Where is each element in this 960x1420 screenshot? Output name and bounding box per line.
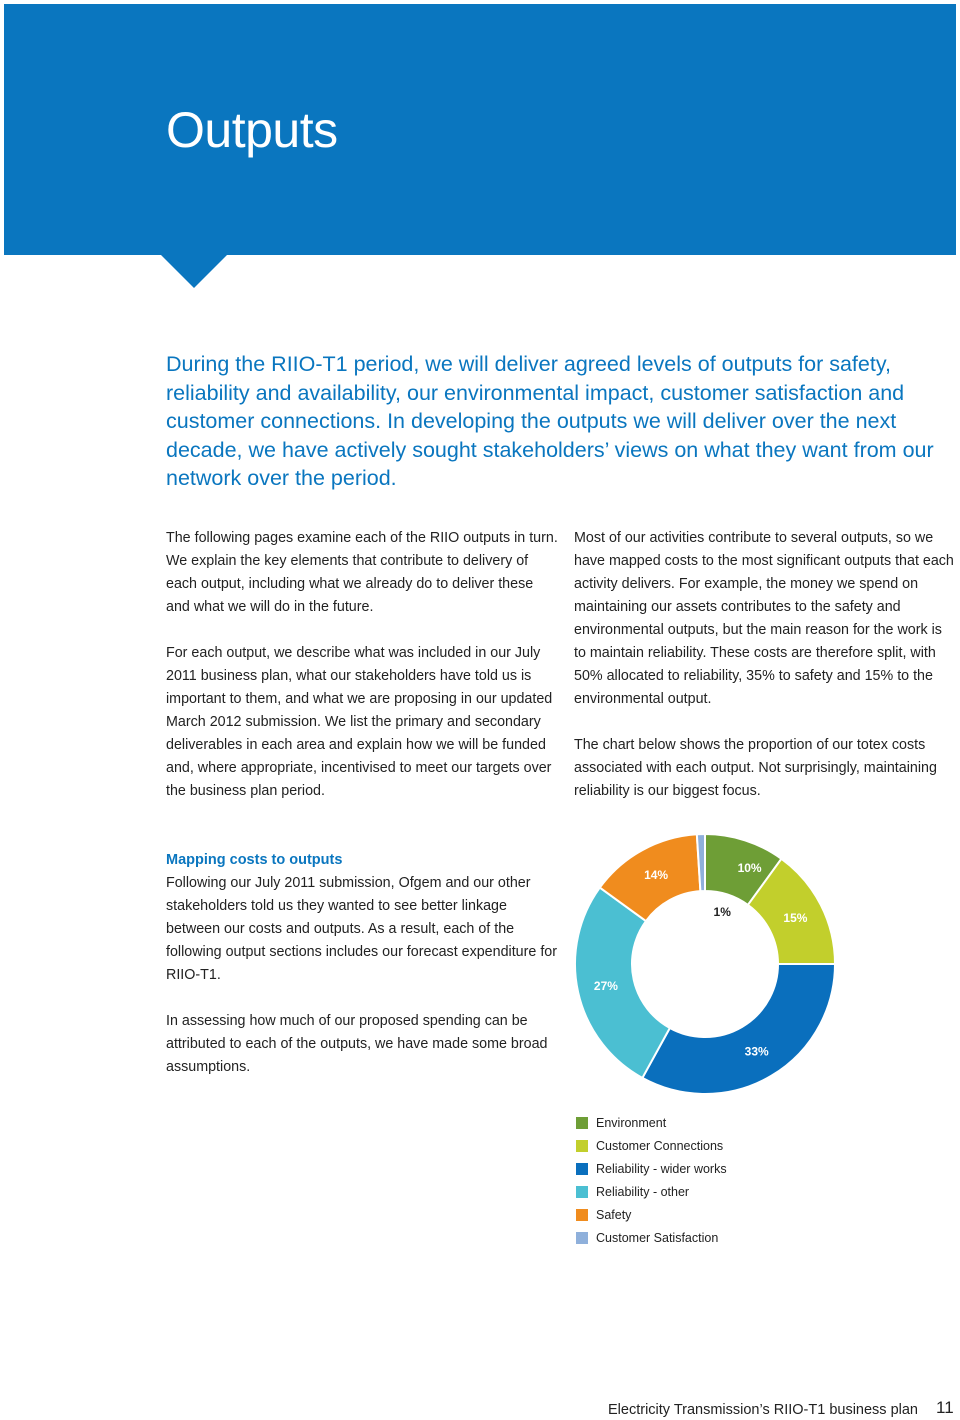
slice-label-reliability-other: 27% bbox=[593, 979, 618, 994]
slice-label-environment: 10% bbox=[737, 860, 762, 875]
right-paragraph-1: Most of our activities contribute to several outputs, so we have mapped costs to the most significant outputs that each activity delivers. For example, the money we spend on maintaining our assets contributes to the safety and environmental outputs, but the main reason for the work is to maintain reliability. These costs are therefore split, with 50% allocated to reliability, 35% to safety and 15% to the environmental output. bbox=[574, 530, 954, 707]
header-notch bbox=[160, 254, 228, 288]
left-paragraph-1: The following pages examine each of the RIIO outputs in turn. We explain the key elements that contribute to delivery of each output, including what we already do to deliver these and what we will do in the future. bbox=[166, 530, 558, 615]
totex-donut-chart bbox=[560, 825, 850, 1105]
legend-label: Customer Connections bbox=[596, 1139, 724, 1153]
mapping-heading: Mapping costs to outputs bbox=[166, 852, 343, 868]
legend-swatch bbox=[576, 1117, 588, 1129]
legend-label: Safety bbox=[596, 1208, 632, 1222]
legend-item bbox=[576, 1182, 876, 1205]
legend-label: Reliability - wider works bbox=[596, 1162, 727, 1176]
legend-swatch bbox=[576, 1163, 588, 1175]
right-paragraph-2: The chart below shows the proportion of our totex costs associated with each output. Not surprisingly, maintaining reliability is our biggest focus. bbox=[574, 737, 937, 799]
legend-swatch bbox=[576, 1186, 588, 1198]
legend-item bbox=[576, 1136, 876, 1159]
legend-swatch bbox=[576, 1232, 588, 1244]
footer-text: Electricity Transmission’s RIIO-T1 business plan bbox=[608, 1402, 918, 1418]
page-title: Outputs bbox=[166, 102, 338, 158]
right-column bbox=[574, 527, 954, 826]
slice-reliability-wider-works bbox=[642, 964, 835, 1094]
slice-label-customer-connections: 15% bbox=[783, 910, 808, 925]
header-banner bbox=[4, 4, 956, 255]
legend-item bbox=[576, 1205, 876, 1228]
left-column bbox=[166, 527, 558, 826]
legend-label: Environment bbox=[596, 1116, 667, 1130]
legend-label: Reliability - other bbox=[596, 1185, 690, 1199]
legend-item bbox=[576, 1113, 876, 1136]
legend-item bbox=[576, 1159, 876, 1182]
slice-label-safety: 14% bbox=[644, 868, 669, 883]
slice-label-customer-satisfaction: 1% bbox=[713, 904, 731, 919]
slice-label-reliability-wider-works: 33% bbox=[744, 1044, 769, 1059]
mapping-paragraph-2: In assessing how much of our proposed spending can be attributed to each of the outputs, we have made some broad assumptions. bbox=[166, 1013, 548, 1075]
legend-label: Customer Satisfaction bbox=[596, 1231, 719, 1245]
mapping-paragraph-1: Following our July 2011 submission, Ofgem and our other stakeholders told us they wanted to see better linkage between our costs and outputs. As a result, each of the following output sections includes our forecast expenditure for RIIO-T1. bbox=[166, 875, 558, 983]
intro-paragraph: During the RIIO-T1 period, we will deliver agreed levels of outputs for safety, reliability and availability, our environmental impact, customer satisfaction and customer connections. In developing the outputs we will deliver over the next decade, we have actively sought stakeholders’ views on what they want from our network over the period. bbox=[166, 352, 934, 490]
chart-legend bbox=[576, 1113, 876, 1251]
legend-swatch bbox=[576, 1140, 588, 1152]
legend-item bbox=[576, 1228, 876, 1251]
page-number: 11 bbox=[936, 1398, 954, 1417]
slice-reliability-other bbox=[575, 888, 670, 1078]
mapping-section bbox=[166, 849, 558, 1102]
left-paragraph-2: For each output, we describe what was included in our July 2011 business plan, what our stakeholders have told us is important to them, and what we are proposing in our updated March 2012 submission. We list the primary and secondary deliverables in each area and explain how we will be funded and, where appropriate, incentivised to meet our targets over the business plan period. bbox=[166, 645, 553, 799]
legend-swatch bbox=[576, 1209, 588, 1221]
